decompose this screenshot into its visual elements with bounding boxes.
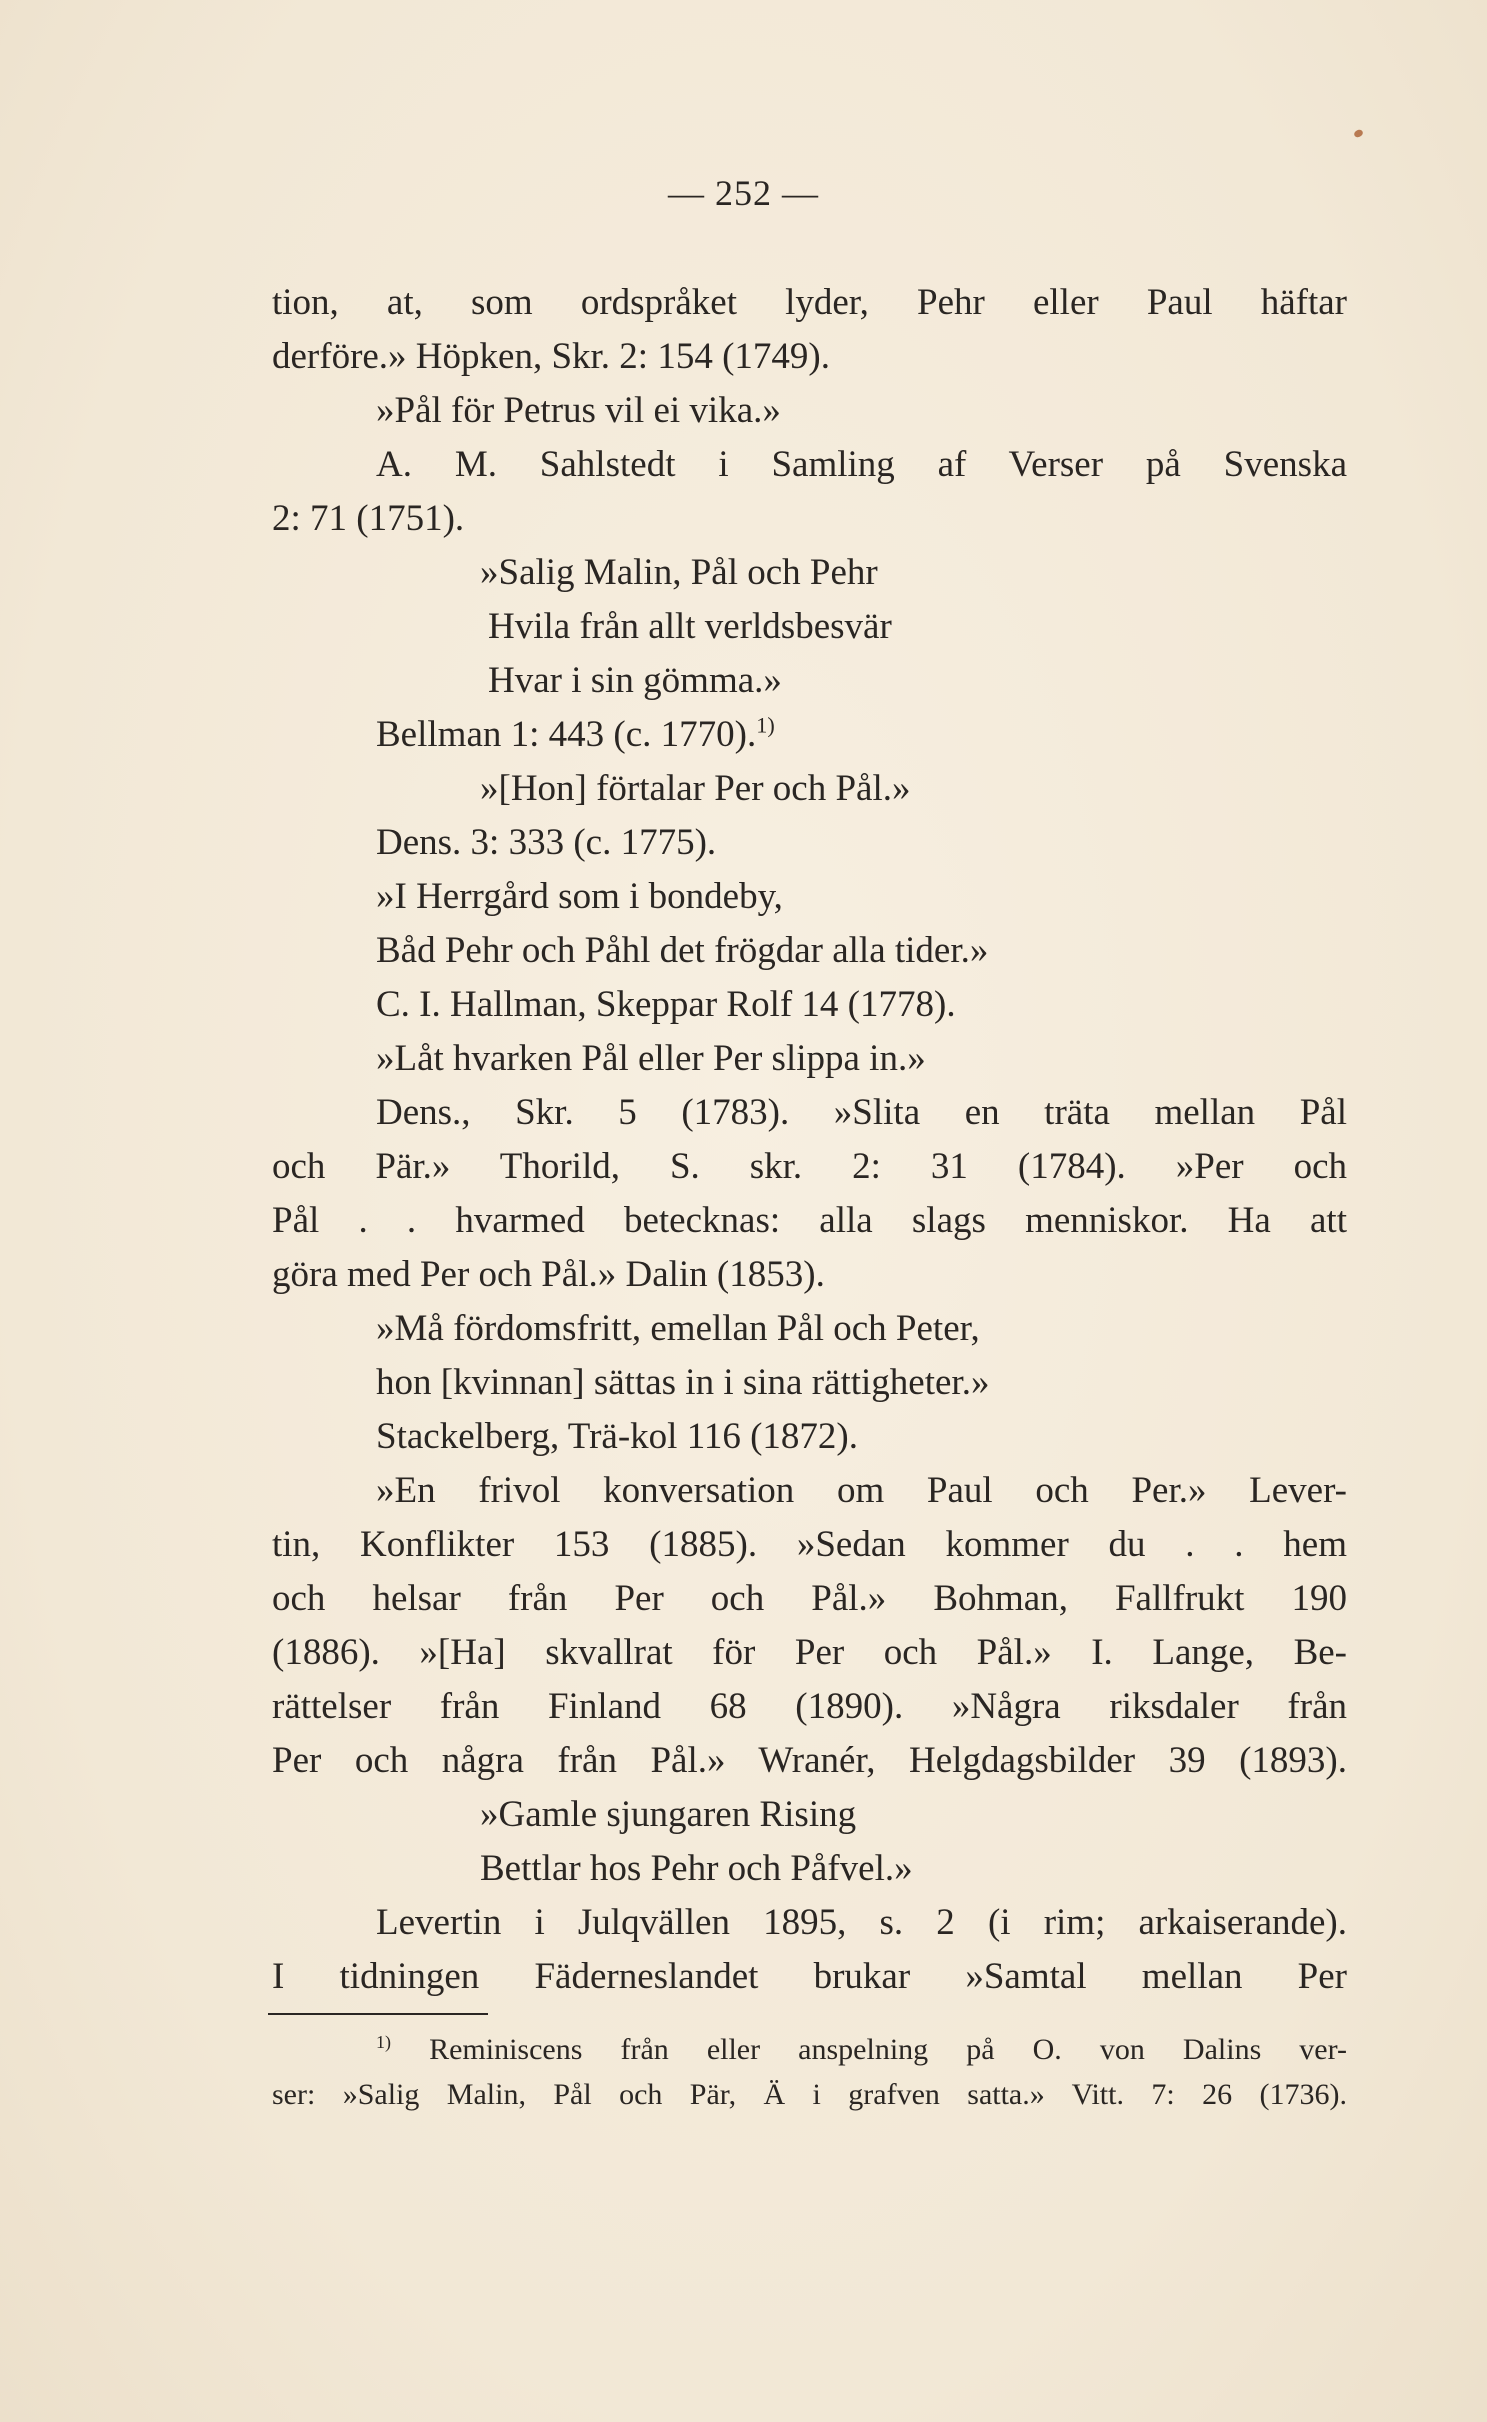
footnote-line: ser: »Salig Malin, Pål och Pär, Ä i grafven satta.» Vitt. 7: 26 (1736). (272, 2078, 1347, 2111)
footnote-ref: 1) (756, 712, 775, 738)
text-line: I tidningen Fäderneslandet brukar »Samtal mellan Per (272, 1956, 1347, 1997)
text-line: Pål . . hvarmed betecknas: alla slags menniskor. Ha att (272, 1200, 1347, 1241)
text-line: »Gamle sjungaren Rising (480, 1794, 857, 1835)
footnote-marker: 1) (376, 2032, 391, 2052)
text-line: »I Herrgård som i bondeby, (376, 876, 783, 917)
text-line: A. M. Sahlstedt i Samling af Verser på Svenska (376, 444, 1347, 485)
text-line: Bettlar hos Pehr och Påfvel.» (480, 1848, 913, 1889)
text-line: Båd Pehr och Påhl det frögdar alla tider.» (376, 930, 989, 971)
text-line: hon [kvinnan] sättas in i sina rättigheter.» (376, 1362, 990, 1403)
text-line: Levertin i Julqvällen 1895, s. 2 (i rim; arkaiserande). (376, 1902, 1347, 1943)
text-line: »Låt hvarken Pål eller Per slippa in.» (376, 1038, 926, 1079)
footnote-text: Reminiscens från eller anspelning på O. von Dalins ver- (429, 2033, 1348, 2066)
paper-speck (1353, 128, 1364, 138)
text-line: (1886). »[Ha] skvallrat för Per och Pål.» I. Lange, Be- (272, 1632, 1347, 1673)
footnote-rule (268, 2013, 488, 2015)
text-line: Hvar i sin gömma.» (488, 660, 782, 701)
text-line: Hvila från allt verldsbesvär (488, 606, 892, 647)
text-line: tion, at, som ordspråket lyder, Pehr eller Paul häftar (272, 282, 1347, 323)
text-line: rättelser från Finland 68 (1890). »Några riksdaler från (272, 1686, 1347, 1727)
page-number: — 252 — (668, 173, 819, 213)
text-line: C. I. Hallman, Skeppar Rolf 14 (1778). (376, 984, 956, 1025)
text-line: »Pål för Petrus vil ei vika.» (376, 390, 781, 431)
text-line: och Pär.» Thorild, S. skr. 2: 31 (1784). »Per och (272, 1146, 1347, 1187)
text-line: »En frivol konversation om Paul och Per.» Lever- (376, 1470, 1347, 1511)
text-line: Per och några från Pål.» Wranér, Helgdagsbilder 39 (1893). (272, 1740, 1347, 1781)
text-line: derföre.» Höpken, Skr. 2: 154 (1749). (272, 336, 830, 377)
text-line: och helsar från Per och Pål.» Bohman, Fallfrukt 190 (272, 1578, 1347, 1619)
text-line: »Salig Malin, Pål och Pehr (480, 552, 878, 593)
text-line: Dens. 3: 333 (c. 1775). (376, 822, 717, 863)
text-line: göra med Per och Pål.» Dalin (1853). (272, 1254, 825, 1295)
text-line: »[Hon] förtalar Per och Pål.» (480, 768, 911, 809)
footnote-line (376, 2030, 1347, 2070)
citation-text: Bellman 1: 443 (c. 1770). (376, 714, 757, 755)
text-line: »Må fördomsfritt, emellan Pål och Peter, (376, 1308, 980, 1349)
text-line: Dens., Skr. 5 (1783). »Slita en träta mellan Pål (376, 1092, 1347, 1133)
text-line: Stackelberg, Trä-kol 116 (1872). (376, 1416, 858, 1457)
text-line: 2: 71 (1751). (272, 498, 465, 539)
text-line: tin, Konflikter 153 (1885). »Sedan kommer du . . hem (272, 1524, 1347, 1565)
text-line (376, 713, 775, 757)
